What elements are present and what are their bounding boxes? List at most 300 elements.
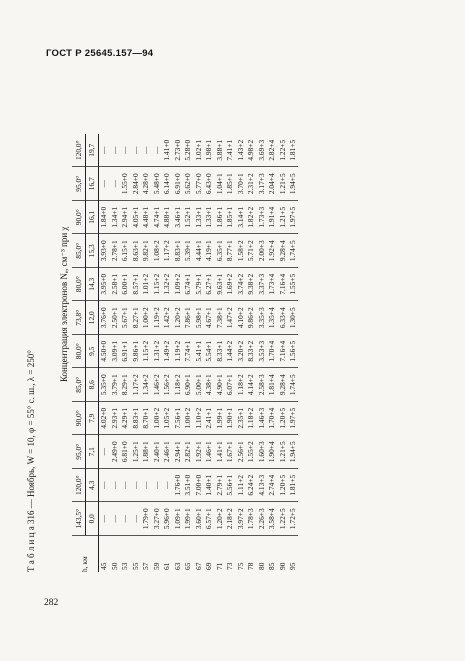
concentration-cell: 5.71+2 (246, 234, 257, 268)
concentration-cell: 1.70+4 (267, 402, 278, 436)
concentration-cell: 6.57+1 (204, 508, 214, 530)
concentration-cell: 1.18+2 (172, 368, 183, 402)
concentration-cell: 3.53+3 (256, 335, 267, 369)
table-row (235, 134, 246, 572)
concentration-cell: 7.41+1 (225, 134, 236, 167)
concentration-cell: 6.00+1 (120, 268, 131, 302)
concentration-cell: — (109, 515, 119, 523)
concentration-cell: 8.57+1 (130, 268, 141, 302)
concentration-cell: 1.00+2 (141, 301, 152, 335)
concentration-cell: 7.56+1 (172, 402, 183, 436)
concentration-cell: 1.60+3 (256, 435, 267, 469)
concentration-cell: 1.02+1 (193, 134, 204, 167)
concentration-cell: 7.86+1 (183, 301, 194, 335)
concentration-cell: 4.74+1 (151, 201, 162, 235)
concentration-cell: 6.15+1 (120, 234, 131, 268)
altitude-cell: 63 (172, 536, 183, 573)
concentration-cell: 2.94+1 (172, 435, 183, 469)
omega-header: 8,6 (86, 368, 98, 402)
document-title: ГОСТ Р 25645.157—94 (46, 48, 154, 59)
concentration-cell: 4.29+1 (120, 402, 131, 436)
concentration-cell: 2.49+0 (109, 435, 120, 469)
concentration-cell: 7.74+1 (183, 335, 194, 369)
concentration-cell: 1.79+0 (141, 508, 151, 530)
concentration-cell: 1.58+2 (235, 234, 246, 268)
rotated-table-block (26, 52, 446, 572)
concentration-cell: 4.67+1 (204, 301, 215, 335)
chi-header: 120,0° (72, 469, 86, 503)
table-row (256, 134, 267, 572)
concentration-cell: 1.55+0 (120, 167, 131, 201)
concentration-cell: 1.22+5 (277, 134, 288, 167)
concentration-cell: 1.81+5 (288, 469, 299, 503)
concentration-cell: 3.17+3 (256, 167, 267, 201)
concentration-cell: 1.55+2 (246, 435, 257, 469)
concentration-cell: 1.47+2 (225, 301, 236, 335)
chi-header: 143,5° (72, 502, 86, 536)
chi-header: 90,0° (72, 201, 86, 235)
concentration-cell: 2.35+1 (235, 402, 246, 436)
omega-header: 19,7 (86, 134, 98, 167)
concentration-cell: 1.22+5 (277, 508, 287, 530)
concentration-cell: 1.55+5 (288, 268, 299, 302)
table-subcaption: Концентрация электронов Nₑ, см⁻³ при χ (59, 226, 69, 382)
table-row (288, 134, 299, 572)
concentration-cell: 4.44+1 (193, 234, 204, 268)
concentration-cell: — (98, 435, 109, 469)
concentration-cell: 9.86+2 (246, 301, 257, 335)
concentration-cell: 4.05+1 (130, 201, 141, 235)
concentration-cell: 1.98+1 (204, 134, 215, 167)
concentration-cell: 1.09+1 (172, 508, 182, 530)
concentration-cell: 4.28+0 (141, 167, 152, 201)
chi-header: 90,0° (72, 402, 86, 436)
concentration-cell: 6.90+1 (183, 368, 194, 402)
altitude-cell: 95 (288, 536, 299, 573)
concentration-cell: 8.33+1 (214, 335, 225, 369)
concentration-cell: 2.50+1 (109, 301, 120, 335)
concentration-cell: 5.96+0 (162, 508, 172, 530)
concentration-cell: 1.90+4 (267, 435, 278, 469)
concentration-cell: 5.56+1 (225, 469, 236, 503)
concentration-cell: — (98, 134, 109, 167)
concentration-cell: 8.83+1 (130, 402, 141, 436)
concentration-cell: 7.38+1 (214, 301, 225, 335)
concentration-cell: 1.20+2 (172, 301, 183, 335)
concentration-cell: 3.14+1 (235, 201, 246, 235)
h-column-header: h, км (72, 536, 98, 573)
concentration-cell: 6.24+2 (246, 469, 257, 503)
concentration-cell: 2.58+3 (256, 368, 267, 402)
concentration-cell: 1.21+5 (277, 435, 288, 469)
concentration-cell: 1.18+2 (246, 402, 257, 436)
concentration-cell: — (141, 469, 152, 503)
altitude-cell: 73 (225, 536, 236, 573)
concentration-cell: — (98, 469, 109, 503)
chi-header: 80,0° (72, 335, 86, 369)
omega-header: 7,9 (86, 402, 98, 436)
concentration-cell: 3.97+2 (235, 508, 245, 530)
concentration-cell: 1.72+5 (288, 508, 298, 530)
concentration-cell: — (130, 134, 141, 167)
table-body (98, 134, 298, 572)
concentration-cell: 1.19+2 (172, 335, 183, 369)
concentration-cell: 3.95+0 (98, 268, 109, 302)
table-row (225, 134, 236, 572)
concentration-cell: 1.40+1 (204, 469, 215, 503)
concentration-cell: 9.63+1 (214, 268, 225, 302)
altitude-cell: 71 (214, 536, 225, 573)
concentration-cell: — (130, 515, 140, 523)
chi-header: 73,8° (72, 301, 86, 335)
concentration-cell: 1.09+2 (172, 268, 183, 302)
concentration-cell: 5.41+1 (193, 335, 204, 369)
concentration-cell: 1.30+5 (288, 301, 299, 335)
concentration-cell: 2.73+0 (172, 134, 183, 167)
concentration-cell: 1.41+0 (162, 134, 173, 167)
concentration-cell: 6.43+0 (204, 167, 215, 201)
concentration-cell: — (130, 469, 141, 503)
concentration-cell: 2.82+4 (267, 134, 278, 167)
concentration-cell: 1.99+1 (183, 508, 193, 530)
concentration-cell: 1.88+1 (141, 435, 152, 469)
concentration-cell: 4.50+0 (98, 335, 109, 369)
concentration-cell: 6.81+0 (120, 435, 131, 469)
concentration-cell: 5.35+0 (98, 368, 109, 402)
concentration-cell: — (162, 469, 173, 503)
concentration-cell: 2.46+1 (162, 435, 173, 469)
concentration-cell: — (120, 515, 130, 523)
chi-header: 85,0° (72, 368, 86, 402)
concentration-cell: 1.05+2 (162, 402, 173, 436)
table-row (120, 134, 131, 572)
concentration-cell: — (98, 167, 109, 201)
concentration-cell: 4.88+1 (162, 201, 173, 235)
concentration-cell: 5.79+1 (193, 268, 204, 302)
concentration-cell: 1.73+4 (267, 268, 278, 302)
concentration-cell: 1.97+5 (288, 201, 299, 235)
concentration-cell: 1.81+5 (288, 134, 299, 167)
concentration-cell: 9.86+1 (130, 335, 141, 369)
table-row (151, 134, 162, 572)
concentration-cell: 1.70+4 (267, 335, 278, 369)
concentration-cell: 8.27+1 (130, 301, 141, 335)
concentration-cell: 4.13+3 (256, 469, 267, 503)
concentration-cell: 6.27+1 (204, 268, 215, 302)
concentration-cell: 2.58+1 (109, 268, 120, 302)
concentration-cell: 3.20+2 (235, 335, 246, 369)
concentration-cell: 4.90+1 (214, 368, 225, 402)
concentration-cell: 1.78+3 (246, 508, 256, 530)
concentration-cell: 6.35+1 (214, 234, 225, 268)
concentration-cell: 6.74+1 (183, 268, 194, 302)
concentration-cell: 2.94+1 (120, 201, 131, 235)
concentration-cell: 8.77+1 (225, 234, 236, 268)
concentration-cell: 1.92+4 (267, 234, 278, 268)
concentration-cell: 8.63+1 (130, 234, 141, 268)
concentration-cell: — (109, 167, 120, 201)
chi-header-row (72, 134, 86, 572)
omega-header: 15,3 (86, 234, 98, 268)
concentration-cell: 1.20+2 (214, 508, 224, 530)
concentration-cell: 1.49+2 (162, 335, 173, 369)
concentration-cell: 3.35+3 (256, 301, 267, 335)
concentration-cell: 1.46+2 (151, 368, 162, 402)
concentration-cell: 1.56+5 (288, 335, 299, 369)
concentration-cell: 3.51+0 (183, 469, 194, 503)
concentration-cell: 7.16+4 (277, 268, 288, 302)
concentration-cell: 2.79+1 (214, 469, 225, 503)
concentration-cell: 1.17+2 (130, 368, 141, 402)
altitude-cell: 65 (183, 536, 194, 573)
concentration-cell: 2.82+1 (183, 435, 194, 469)
concentration-cell: 4.02+0 (98, 402, 109, 436)
concentration-cell: 3.79+1 (109, 368, 120, 402)
chi-header: 80,0° (72, 268, 86, 302)
concentration-cell: 1.20+5 (277, 469, 288, 503)
altitude-cell: 78 (246, 536, 257, 573)
concentration-cell: 2.04+4 (267, 167, 278, 201)
concentration-cell: 2.26+3 (256, 508, 266, 530)
concentration-cell: 1.74+5 (288, 368, 299, 402)
concentration-cell: 1.97+5 (288, 402, 299, 436)
concentration-cell: 1.25+1 (130, 435, 141, 469)
chi-header: 85,0° (72, 234, 86, 268)
concentration-cell: 1.15+2 (151, 268, 162, 302)
concentration-cell: 9.28+4 (277, 234, 288, 268)
concentration-cell: 1.17+2 (162, 234, 173, 268)
omega-header: 16,7 (86, 167, 98, 201)
concentration-cell: 6.91+1 (120, 335, 131, 369)
concentration-cell: 1.10+2 (193, 402, 204, 436)
concentration-cell: — (141, 134, 152, 167)
concentration-cell: 1.52+1 (183, 201, 194, 235)
concentration-cell: 1.34+2 (141, 368, 152, 402)
concentration-cell: 1.21+5 (277, 167, 288, 201)
concentration-cell: 6.07+1 (225, 368, 236, 402)
table-row (214, 134, 225, 572)
concentration-cell: 1.86+1 (214, 201, 225, 235)
concentration-cell: 3.58+4 (267, 508, 277, 530)
altitude-cell: 50 (109, 536, 120, 573)
concentration-cell: — (120, 134, 131, 167)
concentration-cell: — (151, 469, 162, 503)
concentration-cell: 1.08+2 (151, 234, 162, 268)
table-row (162, 134, 173, 572)
altitude-cell: 90 (277, 536, 288, 573)
concentration-cell: 3.93+0 (98, 234, 109, 268)
concentration-cell: 5.28+0 (183, 134, 194, 167)
altitude-cell: 57 (141, 536, 152, 573)
concentration-cell: 1.82+2 (246, 201, 257, 235)
altitude-cell: 59 (151, 536, 162, 573)
table-row (172, 134, 183, 572)
concentration-cell: 3.09+1 (109, 335, 120, 369)
concentration-cell: 5.39+1 (183, 234, 194, 268)
altitude-cell: 55 (130, 536, 141, 573)
concentration-cell: 1.15+2 (141, 335, 152, 369)
concentration-cell: 1.85+1 (225, 167, 236, 201)
concentration-cell: 5.54+1 (204, 335, 215, 369)
omega-header: 14,3 (86, 268, 98, 302)
concentration-cell: 2.00+3 (256, 234, 267, 268)
concentration-cell: 1.76+0 (172, 469, 183, 503)
concentration-cell: 2.93+1 (109, 402, 120, 436)
concentration-cell: 1.43+2 (235, 134, 246, 167)
concentration-cell: 2.84+0 (130, 167, 141, 201)
concentration-cell: 1.35+4 (267, 301, 278, 335)
concentration-cell: 5.62+0 (183, 167, 194, 201)
concentration-cell: 9.28+4 (277, 368, 288, 402)
concentration-cell: — (109, 469, 120, 503)
concentration-cell: 1.99+1 (214, 402, 225, 436)
concentration-cell: 3.46+1 (172, 201, 183, 235)
concentration-cell: 8.83+1 (172, 234, 183, 268)
concentration-cell: 8.70+1 (141, 402, 152, 436)
omega-header: 4,3 (86, 469, 98, 503)
concentration-cell: 3.88+1 (214, 134, 225, 167)
concentration-cell: 6.91+0 (172, 167, 183, 201)
table-caption: Т а б л и ц а 316 — Ноябрь, W = 10, φ = 55° с. ш., λ = 250° (26, 350, 36, 572)
concentration-cell: 1.00+2 (183, 402, 194, 436)
concentration-cell: 9.38+2 (246, 268, 257, 302)
concentration-cell: 1.69+2 (225, 268, 236, 302)
concentration-cell: 1.11+2 (235, 469, 246, 503)
page-number: 282 (44, 598, 59, 608)
omega-header: 9,5 (86, 335, 98, 369)
concentration-cell: 2.18+2 (225, 508, 235, 530)
table-row (109, 134, 120, 572)
altitude-cell: 67 (193, 536, 204, 573)
concentration-cell: 1.73+3 (256, 201, 267, 235)
concentration-cell: 1.91+4 (267, 201, 278, 235)
concentration-cell: — (99, 515, 109, 523)
concentration-cell: 1.18+2 (235, 368, 246, 402)
table-row (246, 134, 257, 572)
concentration-cell: 5.67+1 (120, 301, 131, 335)
concentration-cell: 1.90+1 (225, 402, 236, 436)
concentration-cell: 4.98+2 (246, 134, 257, 167)
chi-header: 120,0° (72, 134, 86, 167)
concentration-cell: 1.85+1 (225, 201, 236, 235)
concentration-cell: 1.84+0 (98, 201, 109, 235)
concentration-cell: 1.42+2 (162, 301, 173, 335)
concentration-cell: 1.31+2 (151, 335, 162, 369)
concentration-cell: 2.41+1 (204, 402, 215, 436)
concentration-cell: 1.56+2 (162, 368, 173, 402)
concentration-cell: 1.00+2 (151, 402, 162, 436)
omega-header: 12,0 (86, 301, 98, 335)
concentration-cell: 1.41+1 (214, 435, 225, 469)
altitude-cell: 85 (267, 536, 278, 573)
concentration-cell: 1.92+1 (193, 435, 204, 469)
altitude-cell: 80 (256, 536, 267, 573)
concentration-cell: 1.04+1 (214, 167, 225, 201)
altitude-cell: 69 (204, 536, 215, 573)
concentration-cell: 5.48+0 (151, 167, 162, 201)
table-row (267, 134, 278, 572)
electron-concentration-table (72, 134, 298, 572)
concentration-cell: 5.77+0 (193, 167, 204, 201)
concentration-cell: 5.00+1 (193, 368, 204, 402)
table-row (130, 134, 141, 572)
chi-header: 95,0° (72, 435, 86, 469)
omega-header: 16,1 (86, 201, 98, 235)
concentration-cell: 1.21+5 (277, 201, 288, 235)
concentration-cell: 1.94+5 (288, 167, 299, 201)
concentration-cell: 6.14+0 (162, 167, 173, 201)
concentration-cell: 1.81+4 (267, 368, 278, 402)
concentration-cell: 1.46+1 (204, 435, 215, 469)
altitude-cell: 61 (162, 536, 173, 573)
omega-header-row (86, 134, 98, 572)
concentration-cell: 2.56+1 (235, 435, 246, 469)
concentration-cell: — (120, 469, 131, 503)
concentration-cell: 3.70+1 (235, 167, 246, 201)
concentration-cell: 2.40+1 (151, 435, 162, 469)
concentration-cell: 4.38+1 (204, 368, 215, 402)
concentration-cell: 1.74+5 (288, 234, 299, 268)
concentration-cell: 1.33+1 (204, 201, 215, 235)
concentration-cell: 1.33+1 (193, 201, 204, 235)
concentration-cell: 3.60+1 (193, 508, 203, 530)
table-row (98, 134, 109, 572)
concentration-cell: 1.44+2 (225, 335, 236, 369)
table-row (193, 134, 204, 572)
altitude-cell: 53 (120, 536, 131, 573)
omega-header: 7,1 (86, 435, 98, 469)
chi-header: 95,0° (72, 167, 86, 201)
concentration-cell: 9.82+1 (141, 234, 152, 268)
concentration-cell: 1.94+5 (288, 435, 299, 469)
concentration-cell: 7.00+0 (193, 469, 204, 503)
concentration-cell: 1.32+2 (162, 268, 173, 302)
concentration-cell: — (109, 134, 120, 167)
concentration-cell: 1.34+1 (109, 201, 120, 235)
concentration-cell: — (151, 134, 162, 167)
concentration-cell: 3.74+2 (235, 268, 246, 302)
concentration-cell: 1.20+5 (277, 402, 288, 436)
concentration-cell: 3.76+0 (98, 301, 109, 335)
table-row (141, 134, 152, 572)
concentration-cell: 8.29+1 (120, 368, 131, 402)
concentration-cell: 7.16+4 (277, 335, 288, 369)
concentration-cell: 4.14+2 (246, 368, 257, 402)
concentration-cell: 4.10+2 (235, 301, 246, 335)
concentration-cell: 1.46+3 (256, 402, 267, 436)
altitude-cell: 45 (98, 536, 109, 573)
concentration-cell: 6.33+4 (277, 301, 288, 335)
concentration-cell: 1.01+2 (141, 268, 152, 302)
concentration-cell: 2.74+4 (267, 469, 278, 503)
omega-header: 0,0 (86, 502, 98, 536)
table-row (204, 134, 215, 572)
table-row (277, 134, 288, 572)
concentration-cell: 1.19+2 (151, 301, 162, 335)
concentration-cell: 2.31+2 (246, 167, 257, 201)
concentration-cell: 3.27+0 (151, 508, 161, 530)
concentration-cell: 8.33+2 (246, 335, 257, 369)
concentration-cell: 3.37+3 (256, 268, 267, 302)
altitude-cell: 75 (235, 536, 246, 573)
concentration-cell: 5.98+1 (193, 301, 204, 335)
concentration-cell: 2.78+1 (109, 234, 120, 268)
concentration-cell: 4.19+1 (204, 234, 215, 268)
table-row (183, 134, 194, 572)
concentration-cell: 4.48+1 (141, 201, 152, 235)
concentration-cell: 1.67+1 (225, 435, 236, 469)
concentration-cell: 3.69+3 (256, 134, 267, 167)
